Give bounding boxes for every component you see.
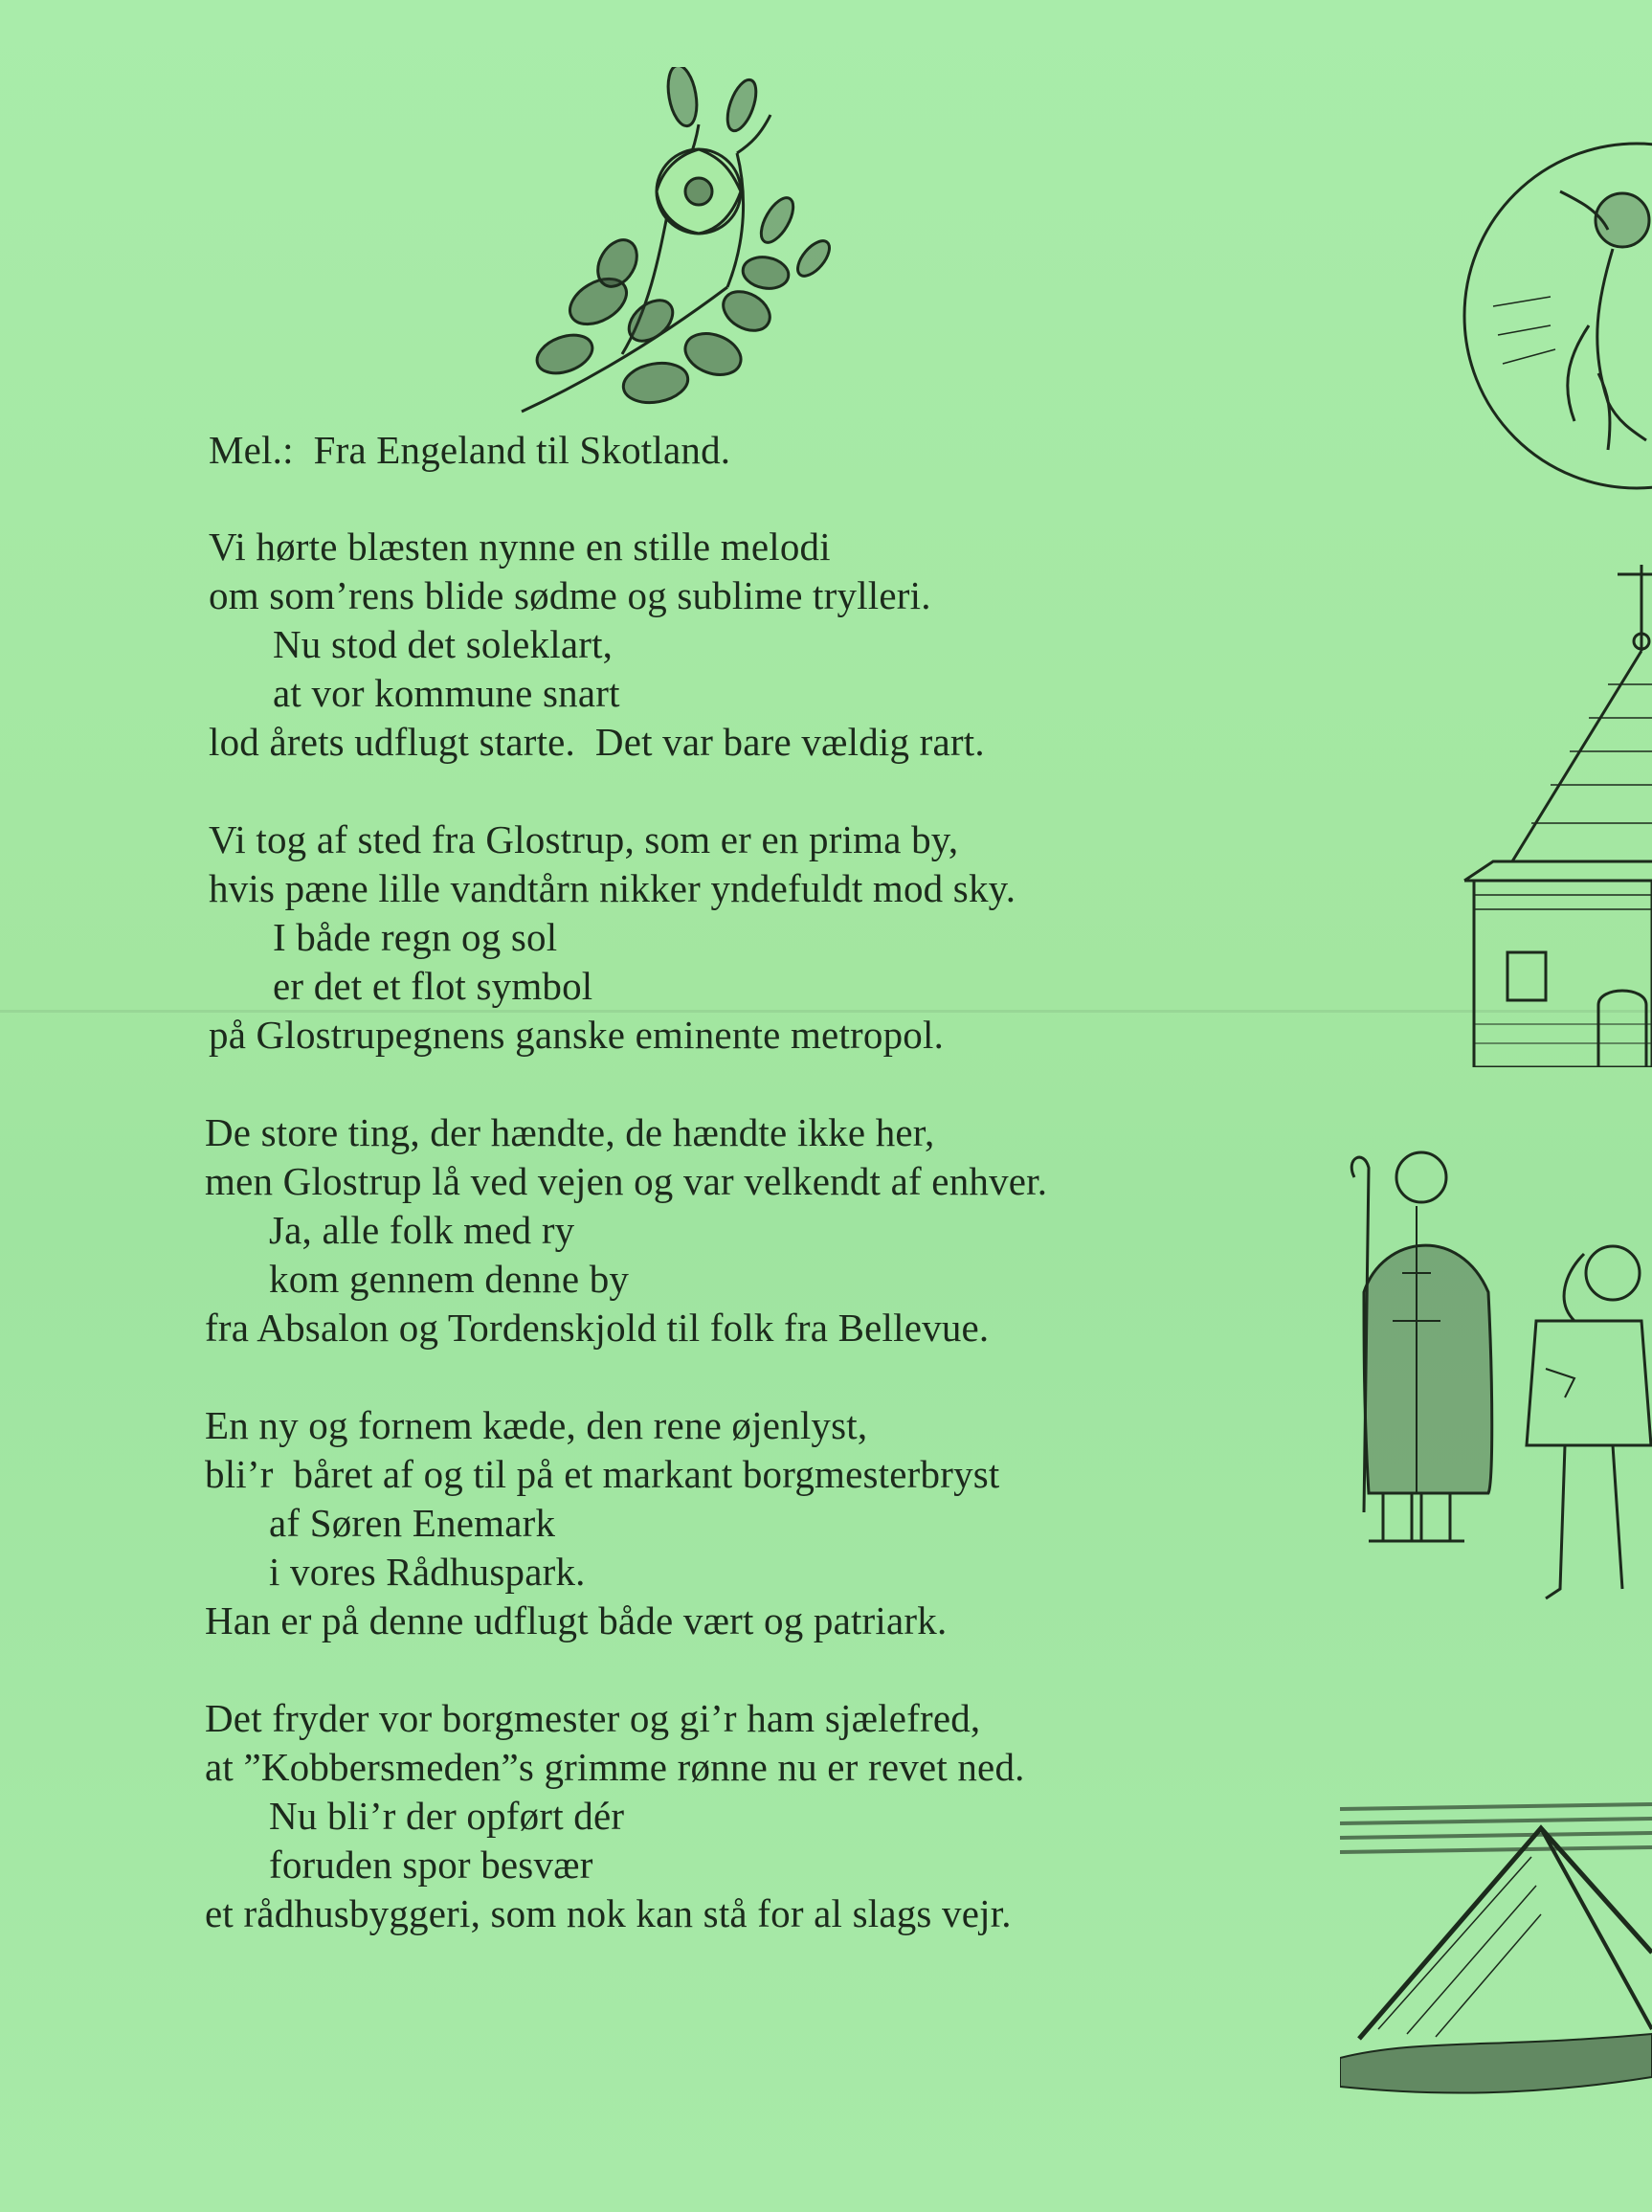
verse-line: hvis pæne lille vandtårn nikker yndefuldt mod sky. [209,866,1016,910]
water-tower-icon [1455,565,1652,1067]
poem [205,426,1309,1987]
verse-line: En ny og fornem kæde, den rene øjenlyst, [205,1403,868,1447]
stanza-2 [209,816,1309,1060]
verse-line: er det et flot symbol [273,964,593,1008]
verse-line: Ja, alle folk med ry [269,1208,575,1252]
verse-line: kom gennem denne by [269,1257,630,1301]
rose-branch-icon [507,67,842,421]
verse-line: fra Absalon og Tordenskjold til folk fra Bellevue. [205,1306,990,1350]
verse-line: Vi hørte blæsten nynne en stille melodi [209,525,831,569]
verse-line: I både regn og sol [273,915,558,959]
stanza-3 [205,1108,1309,1352]
stanza-4 [205,1401,1309,1645]
verse-line: i vores Rådhuspark. [269,1550,586,1594]
verse-line: Nu bli’r der opført dér [269,1794,625,1838]
verse-line: af Søren Enemark [269,1501,556,1545]
verse-line: om som’rens blide sødme og sublime trylleri. [209,573,931,617]
verse-line: foruden spor besvær [269,1843,593,1887]
cherub-medallion-icon [1445,134,1652,498]
stanza-5 [205,1694,1309,1938]
pyramid-landscape-icon [1340,1790,1652,2115]
bishop-and-gentleman-icon [1326,1149,1652,1618]
melody-line: Mel.: Fra Engeland til Skotland. [209,428,731,472]
verse-line: lod årets udflugt starte. Det var bare vældig rart. [209,720,985,764]
verse-line: Nu stod det soleklart, [273,622,614,666]
verse-line: bli’r båret af og til på et markant borgmesterbryst [205,1452,1000,1496]
verse-line: på Glostrupegnens ganske eminente metropol. [209,1013,945,1057]
verse-line: at ”Kobbersmeden”s grimme rønne nu er revet ned. [205,1745,1025,1789]
verse-line: men Glostrup lå ved vejen og var velkendt af enhver. [205,1159,1048,1203]
verse-line: at vor kommune snart [273,671,620,715]
verse-line: et rådhusbyggeri, som nok kan stå for al slags vejr. [205,1891,1012,1935]
verse-line: Vi tog af sted fra Glostrup, som er en prima by, [209,817,959,861]
stanza-1 [209,523,1309,767]
verse-line: Han er på denne udflugt både vært og patriark. [205,1598,948,1642]
verse-line: De store ting, der hændte, de hændte ikke her, [205,1110,935,1154]
verse-line: Det fryder vor borgmester og gi’r ham sjælefred, [205,1696,981,1740]
